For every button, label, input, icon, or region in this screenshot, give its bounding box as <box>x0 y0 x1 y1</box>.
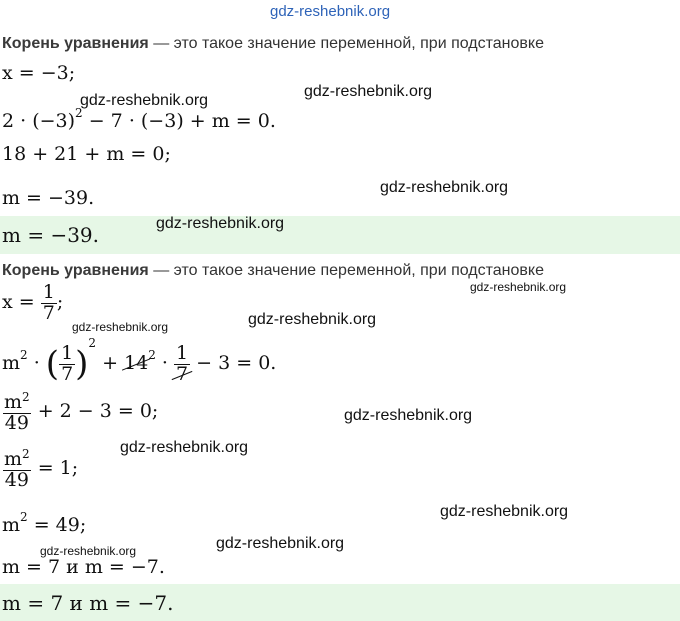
definition-bold-1: Корень уравнения <box>2 35 149 52</box>
sub-part-b: − 7 · (−3) + m = 0. <box>82 110 276 132</box>
l3-num-exp: 2 <box>22 390 30 404</box>
line-5 <box>2 510 86 536</box>
x-fraction <box>41 283 57 323</box>
line-m-result: m = −39. <box>2 187 95 209</box>
sub2-m-exp: 2 <box>20 348 28 362</box>
l4-num-base: m <box>4 448 23 470</box>
l3-rest: + 2 − 3 = 0; <box>31 400 159 422</box>
l3-den: 49 <box>4 412 29 434</box>
l3-num <box>2 391 32 412</box>
sub-exp: 2 <box>75 106 83 120</box>
definition-bold-2: Корень уравнения <box>2 262 149 279</box>
top-watermark: gdz-reshebnik.org <box>270 3 391 20</box>
line-sum: 18 + 21 + m = 0; <box>2 143 171 165</box>
left-paren: ( <box>45 344 60 384</box>
line-6: m = 7 и m = −7. <box>2 556 165 578</box>
sub2-paren-exp: 2 <box>88 336 97 350</box>
sub2-m: m <box>2 352 21 374</box>
definition-text-1 <box>2 35 544 53</box>
l4-rest: = 1; <box>31 457 79 479</box>
watermark: gdz-reshebnik.org <box>156 215 285 232</box>
line-x-fraction <box>2 283 63 323</box>
sub2-num: 1 <box>61 342 74 364</box>
x-end: ; <box>56 291 64 313</box>
sub2-plus: + <box>96 352 125 374</box>
answer-box-1 <box>0 216 680 254</box>
watermark: gdz-reshebnik.org <box>72 320 169 334</box>
definition-text-2 <box>2 262 544 280</box>
answer-2: m = 7 и m = −7. <box>2 591 174 615</box>
definition-rest-1: — это такое значение переменной, при подстановке <box>148 35 544 52</box>
l4-fraction <box>2 448 32 490</box>
watermark: gdz-reshebnik.org <box>40 544 137 558</box>
l4-num-exp: 2 <box>22 447 30 461</box>
x-label: x = <box>2 291 41 313</box>
l3-fraction <box>2 391 32 433</box>
answer-1: m = −39. <box>2 223 100 247</box>
sub2-dot: · <box>27 352 46 374</box>
watermark: gdz-reshebnik.org <box>80 92 209 109</box>
l4-den: 49 <box>4 469 29 491</box>
sub2-num2: 1 <box>176 342 189 364</box>
l5-exp: 2 <box>20 510 28 524</box>
sub2-fraction-2 <box>174 344 190 384</box>
x-num: 1 <box>42 281 55 303</box>
sub-part-a: 2 · (−3) <box>2 110 76 132</box>
watermark: gdz-reshebnik.org <box>440 503 569 520</box>
watermark: gdz-reshebnik.org <box>304 83 433 100</box>
watermark: gdz-reshebnik.org <box>248 311 377 328</box>
watermark: gdz-reshebnik.org <box>380 179 509 196</box>
watermark: gdz-reshebnik.org <box>344 407 473 424</box>
l4-num <box>2 448 32 469</box>
sub2-14-struck: 14 <box>124 352 149 374</box>
l5-rest: = 49; <box>27 514 87 536</box>
l5-base: m <box>2 514 21 536</box>
sub2-den: 7 <box>61 363 74 385</box>
sub2-fraction <box>59 344 75 384</box>
definition-rest-2: — это такое значение переменной, при подстановке <box>148 262 544 279</box>
l3-num-base: m <box>4 391 23 413</box>
sub2-14-exp: 2 <box>148 348 156 362</box>
x-den: 7 <box>42 302 55 324</box>
sub2-den2-struck: 7 <box>176 363 189 385</box>
watermark: gdz-reshebnik.org <box>216 535 345 552</box>
watermark: gdz-reshebnik.org <box>470 280 567 294</box>
line-substitution-2 <box>2 336 276 384</box>
sub2-dot2: · <box>155 352 175 374</box>
watermark: gdz-reshebnik.org <box>120 439 249 456</box>
line-4 <box>2 448 78 490</box>
right-paren: ) <box>75 344 89 384</box>
line-3 <box>2 391 158 433</box>
line-x-value: x = −3; <box>2 62 76 84</box>
sub2-end: − 3 = 0. <box>190 352 277 374</box>
